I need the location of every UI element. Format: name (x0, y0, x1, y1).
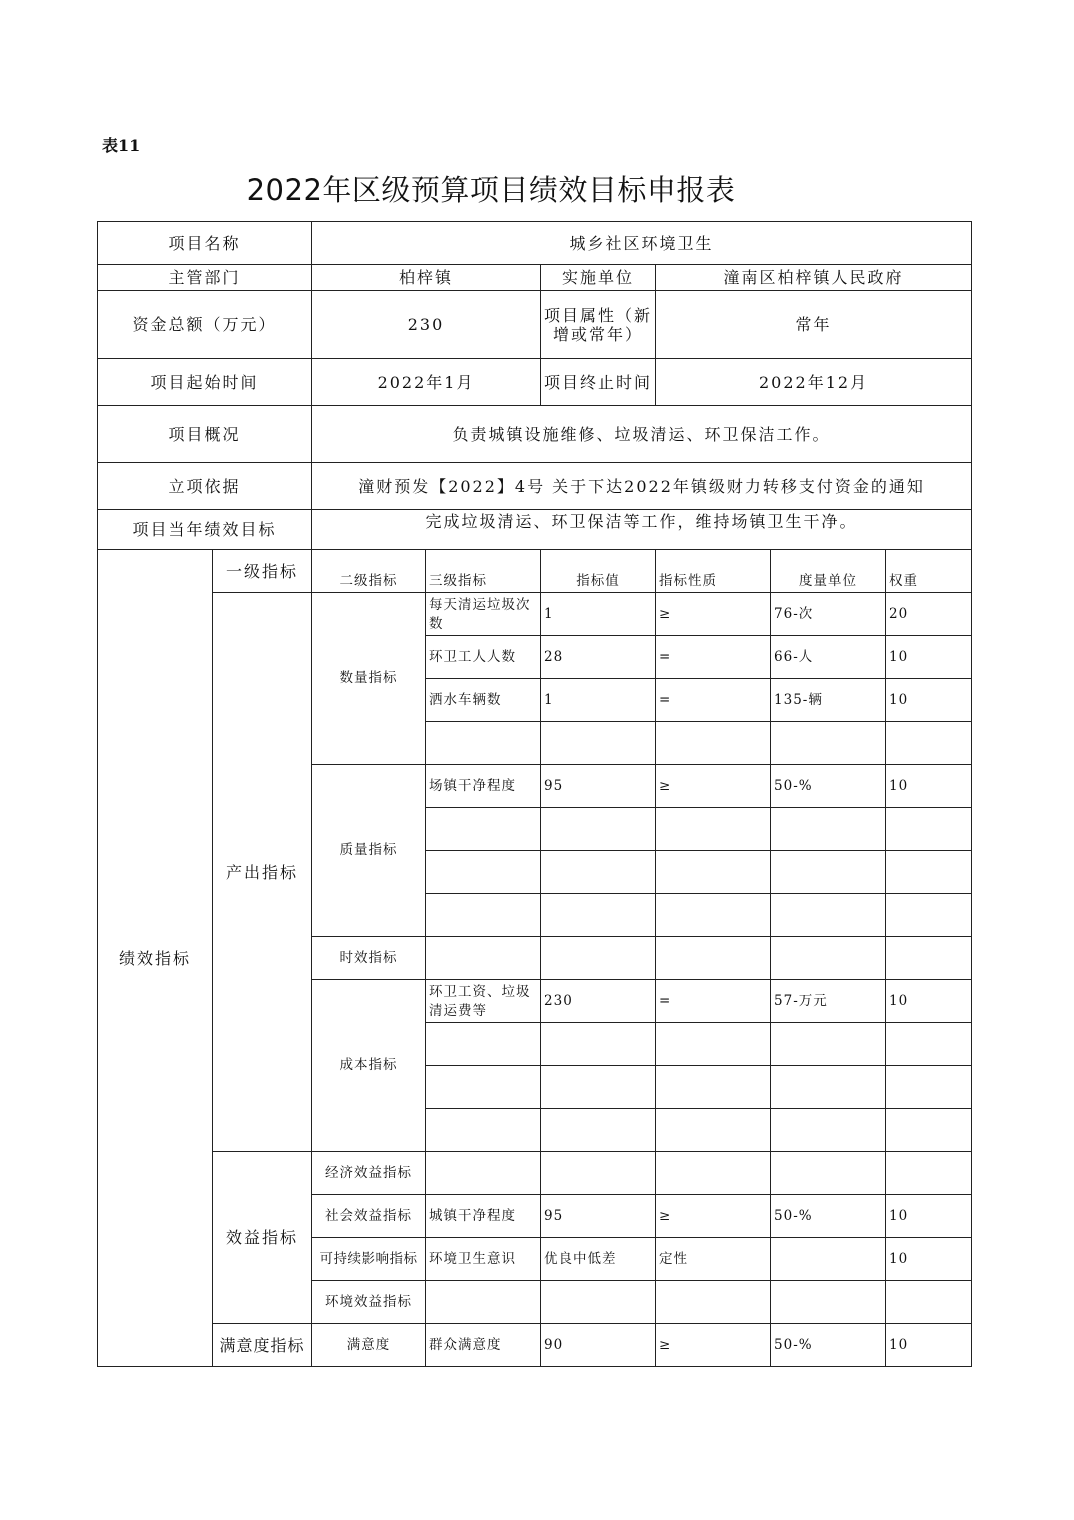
indicator-name: 洒水车辆数 (426, 679, 541, 722)
indicator-value: 28 (541, 636, 656, 679)
indicator-weight: 10 (886, 679, 972, 722)
start-time-label: 项目起始时间 (98, 359, 312, 406)
empty-cell (886, 1023, 972, 1066)
satisfaction-indicator-label: 满意度指标 (213, 1324, 312, 1367)
indicator-value: 95 (541, 1195, 656, 1238)
indicator-value: 1 (541, 593, 656, 636)
indicator-unit: 57-万元 (771, 980, 886, 1023)
funds-label: 资金总额（万元） (98, 291, 312, 359)
empty-cell (886, 808, 972, 851)
empty-cell (541, 1023, 656, 1066)
empty-cell (541, 937, 656, 980)
empty-cell (426, 1281, 541, 1324)
impl-unit-value: 潼南区柏梓镇人民政府 (656, 265, 972, 291)
indicator-nature: = (656, 636, 771, 679)
empty-cell (541, 1152, 656, 1195)
empty-cell (771, 1066, 886, 1109)
project-attr-value: 常年 (656, 291, 972, 359)
empty-cell (886, 851, 972, 894)
empty-cell (886, 937, 972, 980)
header-value: 指标值 (541, 550, 656, 593)
env-indicator-label: 环境效益指标 (312, 1281, 426, 1324)
empty-cell (426, 722, 541, 765)
dept-label: 主管部门 (98, 265, 312, 291)
empty-cell (771, 1281, 886, 1324)
empty-cell (541, 1109, 656, 1152)
sustain-indicator-label: 可持续影响指标 (312, 1238, 426, 1281)
indicator-nature: = (656, 679, 771, 722)
header-level2: 二级指标 (312, 550, 426, 593)
indicator-weight: 10 (886, 1324, 972, 1367)
indicators-section-label: 绩效指标 (98, 550, 213, 1367)
impl-unit-label: 实施单位 (541, 265, 656, 291)
empty-cell (771, 894, 886, 937)
project-name-value: 城乡社区环境卫生 (312, 222, 972, 265)
empty-cell (426, 1023, 541, 1066)
indicator-name: 群众满意度 (426, 1324, 541, 1367)
indicator-weight: 10 (886, 1238, 972, 1281)
header-level3: 三级指标 (426, 550, 541, 593)
social-indicator-label: 社会效益指标 (312, 1195, 426, 1238)
empty-cell (656, 851, 771, 894)
quality-indicator-label: 质量指标 (312, 765, 426, 937)
indicator-nature: ≥ (656, 1195, 771, 1238)
empty-cell (656, 722, 771, 765)
indicator-unit: 76-次 (771, 593, 886, 636)
empty-cell (541, 894, 656, 937)
indicator-nature: 定性 (656, 1238, 771, 1281)
empty-cell (426, 894, 541, 937)
goal-value: 完成垃圾清运、环卫保洁等工作，维持场镇卫生干净。 (312, 510, 972, 550)
header-unit: 度量单位 (771, 550, 886, 593)
empty-cell (541, 722, 656, 765)
overview-label: 项目概况 (98, 406, 312, 463)
empty-cell (886, 1281, 972, 1324)
dept-value: 柏梓镇 (312, 265, 541, 291)
empty-cell (771, 1152, 886, 1195)
indicator-name: 环卫工资、垃圾清运费等 (426, 980, 541, 1023)
empty-cell (656, 1281, 771, 1324)
empty-cell (771, 851, 886, 894)
indicator-weight: 10 (886, 980, 972, 1023)
output-indicator-label: 产出指标 (213, 593, 312, 1152)
empty-cell (771, 722, 886, 765)
empty-cell (771, 937, 886, 980)
header-level1: 一级指标 (213, 550, 312, 593)
empty-cell (886, 894, 972, 937)
indicator-name: 环境卫生意识 (426, 1238, 541, 1281)
indicator-nature: ≥ (656, 593, 771, 636)
satisfaction-sub-label: 满意度 (312, 1324, 426, 1367)
empty-cell (541, 851, 656, 894)
empty-cell (656, 1066, 771, 1109)
indicator-weight: 10 (886, 1195, 972, 1238)
benefit-indicator-label: 效益指标 (213, 1152, 312, 1324)
empty-cell (541, 808, 656, 851)
indicator-unit: 66-人 (771, 636, 886, 679)
indicator-nature: ≥ (656, 765, 771, 808)
end-time-label: 项目终止时间 (541, 359, 656, 406)
header-weight: 权重 (886, 550, 972, 593)
project-name-label: 项目名称 (98, 222, 312, 265)
empty-cell (426, 851, 541, 894)
cost-indicator-label: 成本指标 (312, 980, 426, 1152)
header-nature: 指标性质 (656, 550, 771, 593)
indicator-unit: 135-辆 (771, 679, 886, 722)
indicator-nature: = (656, 980, 771, 1023)
indicator-nature: ≥ (656, 1324, 771, 1367)
indicator-name: 场镇干净程度 (426, 765, 541, 808)
indicator-name: 城镇干净程度 (426, 1195, 541, 1238)
empty-cell (656, 1023, 771, 1066)
goal-label: 项目当年绩效目标 (98, 510, 312, 550)
empty-cell (886, 1066, 972, 1109)
empty-cell (771, 808, 886, 851)
indicator-value: 95 (541, 765, 656, 808)
empty-cell (426, 1152, 541, 1195)
empty-cell (656, 894, 771, 937)
empty-cell (771, 1109, 886, 1152)
indicator-value: 90 (541, 1324, 656, 1367)
performance-target-form (97, 221, 972, 1367)
indicator-weight: 10 (886, 765, 972, 808)
indicator-unit: 50-% (771, 765, 886, 808)
empty-cell (426, 808, 541, 851)
quantity-indicator-label: 数量指标 (312, 593, 426, 765)
empty-cell (541, 1066, 656, 1109)
empty-cell (426, 937, 541, 980)
empty-cell (426, 1066, 541, 1109)
empty-cell (656, 937, 771, 980)
project-attr-label: 项目属性（新增或常年） (541, 291, 656, 359)
table-number-label: 表11 (102, 136, 141, 155)
timeliness-indicator-label: 时效指标 (312, 937, 426, 980)
indicator-unit (771, 1238, 886, 1281)
funds-value: 230 (312, 291, 541, 359)
indicator-unit: 50-% (771, 1324, 886, 1367)
empty-cell (656, 1109, 771, 1152)
empty-cell (426, 1109, 541, 1152)
page-title: 2022年区级预算项目绩效目标申报表 (246, 173, 736, 207)
indicator-value: 优良中低差 (541, 1238, 656, 1281)
empty-cell (886, 1109, 972, 1152)
basis-label: 立项依据 (98, 463, 312, 510)
start-time-value: 2022年1月 (312, 359, 541, 406)
overview-value: 负责城镇设施维修、垃圾清运、环卫保洁工作。 (312, 406, 972, 463)
empty-cell (656, 808, 771, 851)
indicator-value: 1 (541, 679, 656, 722)
indicator-unit: 50-% (771, 1195, 886, 1238)
empty-cell (541, 1281, 656, 1324)
indicator-name: 每天清运垃圾次数 (426, 593, 541, 636)
indicator-weight: 10 (886, 636, 972, 679)
empty-cell (656, 1152, 771, 1195)
empty-cell (886, 1152, 972, 1195)
basis-value: 潼财预发【2022】4号 关于下达2022年镇级财力转移支付资金的通知 (312, 463, 972, 510)
indicator-weight: 20 (886, 593, 972, 636)
economic-indicator-label: 经济效益指标 (312, 1152, 426, 1195)
empty-cell (771, 1023, 886, 1066)
end-time-value: 2022年12月 (656, 359, 972, 406)
indicator-value: 230 (541, 980, 656, 1023)
indicator-name: 环卫工人人数 (426, 636, 541, 679)
empty-cell (886, 722, 972, 765)
